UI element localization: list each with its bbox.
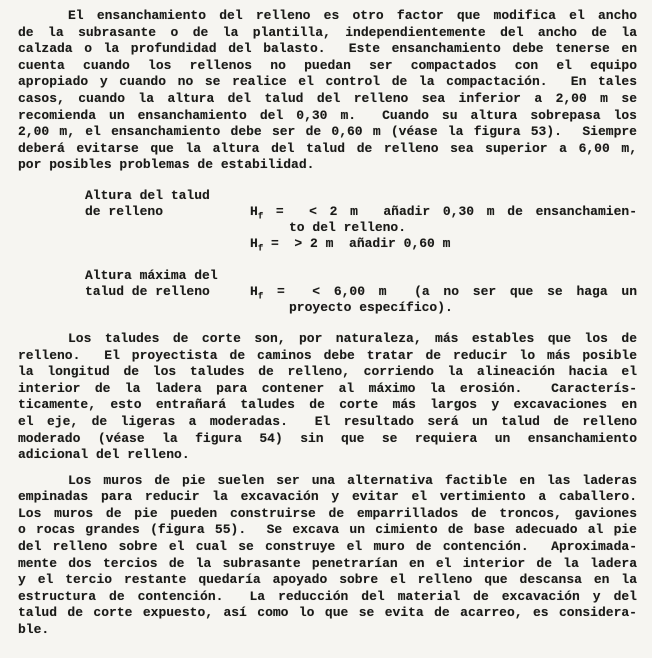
text-line: mente dos tercios de la subrasante penetrarían en el interior de la ladera <box>18 555 637 571</box>
text-line: cuenta cuando los rellenos no puedan ser compactados con el equipo <box>18 57 637 73</box>
text-line: empinadas para reducir la excavación y evitar el vertimiento a caballero. <box>18 489 637 505</box>
variable: H <box>250 203 258 219</box>
term-line: Altura del talud <box>85 187 210 203</box>
definition-term <box>85 188 250 252</box>
value-line <box>250 236 637 252</box>
term-line: Altura máxima del <box>85 267 218 283</box>
text-line: el eje, de ligeras a moderadas. El resultado será un talud de relleno <box>18 413 637 429</box>
value-line <box>250 204 637 220</box>
text-line: por posibles problemas de estabilidad. <box>18 157 315 173</box>
text-line: deberá evitarse que la altura del talud de relleno sea superior a 6,00 m, <box>18 140 637 156</box>
value-text: = < 6,00 m (a no ser que se haga un <box>263 283 637 299</box>
variable-subscript: f <box>257 211 264 222</box>
definition-term <box>85 268 250 316</box>
variable-subscript: f <box>257 291 264 302</box>
term-line: talud de relleno <box>85 283 210 299</box>
text-line: talud de corte expuesto, así como lo que se evita de acarreo, es considera- <box>18 605 637 621</box>
definition-group-2 <box>85 188 637 252</box>
text-line: casos, cuando la altura del talud del relleno sea inferior a 2,00 m se <box>18 90 637 106</box>
text-line: Los muros de pie suelen ser una alternativa factible en las laderas <box>68 472 637 488</box>
value-line: to del relleno. <box>289 219 407 235</box>
text-line: adicional del relleno. <box>18 447 190 463</box>
paragraph-1 <box>18 8 637 174</box>
text-line: estructura de contención. La reducción del material de excavación y del <box>18 588 637 604</box>
paragraph-4 <box>18 331 637 464</box>
text-line: ticamente, esto entrañará taludes de corte más largos y excavaciones en <box>18 397 637 413</box>
text-line: de la subrasante o de la plantilla, independientemente del ancho de la <box>18 24 637 40</box>
value-text: = < 2 m añadir 0,30 m de ensanchamien- <box>263 203 637 219</box>
variable-subscript: f <box>257 243 264 254</box>
text-line: Los muros de pie pueden construirse de emparrillados de troncos, gaviones <box>18 505 637 521</box>
definition-value <box>250 268 637 316</box>
text-line: del relleno sobre el cual se construye el muro de contención. Aproximada- <box>18 539 637 555</box>
text-line: y el tercio restante quedaría apoyado sobre el relleno que descansa en la <box>18 572 637 588</box>
text-line: 2,00 m, el ensanchamiento debe ser de 0,60 m (véase la figura 53). Siempre <box>18 124 637 140</box>
text-line: interior de la ladera para contener al máximo la erosión. Caracterís- <box>18 380 637 396</box>
definition-value <box>250 188 637 252</box>
text-line: apropiado y cuando no se realice el control de la compactación. En tales <box>18 74 637 90</box>
variable: H <box>250 283 258 299</box>
value-line <box>250 284 637 300</box>
definition-group-3 <box>85 268 637 316</box>
text-line: ble. <box>18 622 50 638</box>
text-line: Los taludes de corte son, por naturaleza, más estables que los de <box>68 330 637 346</box>
text-line: o rocas grandes (figura 55). Se excava un cimiento de base adecuado al pie <box>18 522 637 538</box>
text-line: El ensanchamiento del relleno es otro factor que modifica el ancho <box>68 8 637 23</box>
text-line: la longitud de los taludes de relleno, corriendo la alineación hacia el <box>18 364 637 380</box>
text-line: relleno. El proyectista de caminos debe tratar de reducir lo más posible <box>18 347 637 363</box>
text-line: moderado (véase la figura 54) sin que se requiera un ensanchamiento <box>18 430 637 446</box>
value-text: = > 2 m añadir 0,60 m <box>263 235 451 251</box>
text-line: calzada o la profundidad del balasto. Este ensanchamiento debe tenerse en <box>18 41 637 57</box>
text-line: recomienda un ensanchamiento del 0,30 m. Cuando su altura sobrepasa los <box>18 107 637 123</box>
paragraph-5 <box>18 473 637 639</box>
term-line: de relleno <box>85 203 164 219</box>
variable: H <box>250 235 258 251</box>
value-line: proyecto específico). <box>289 299 453 315</box>
